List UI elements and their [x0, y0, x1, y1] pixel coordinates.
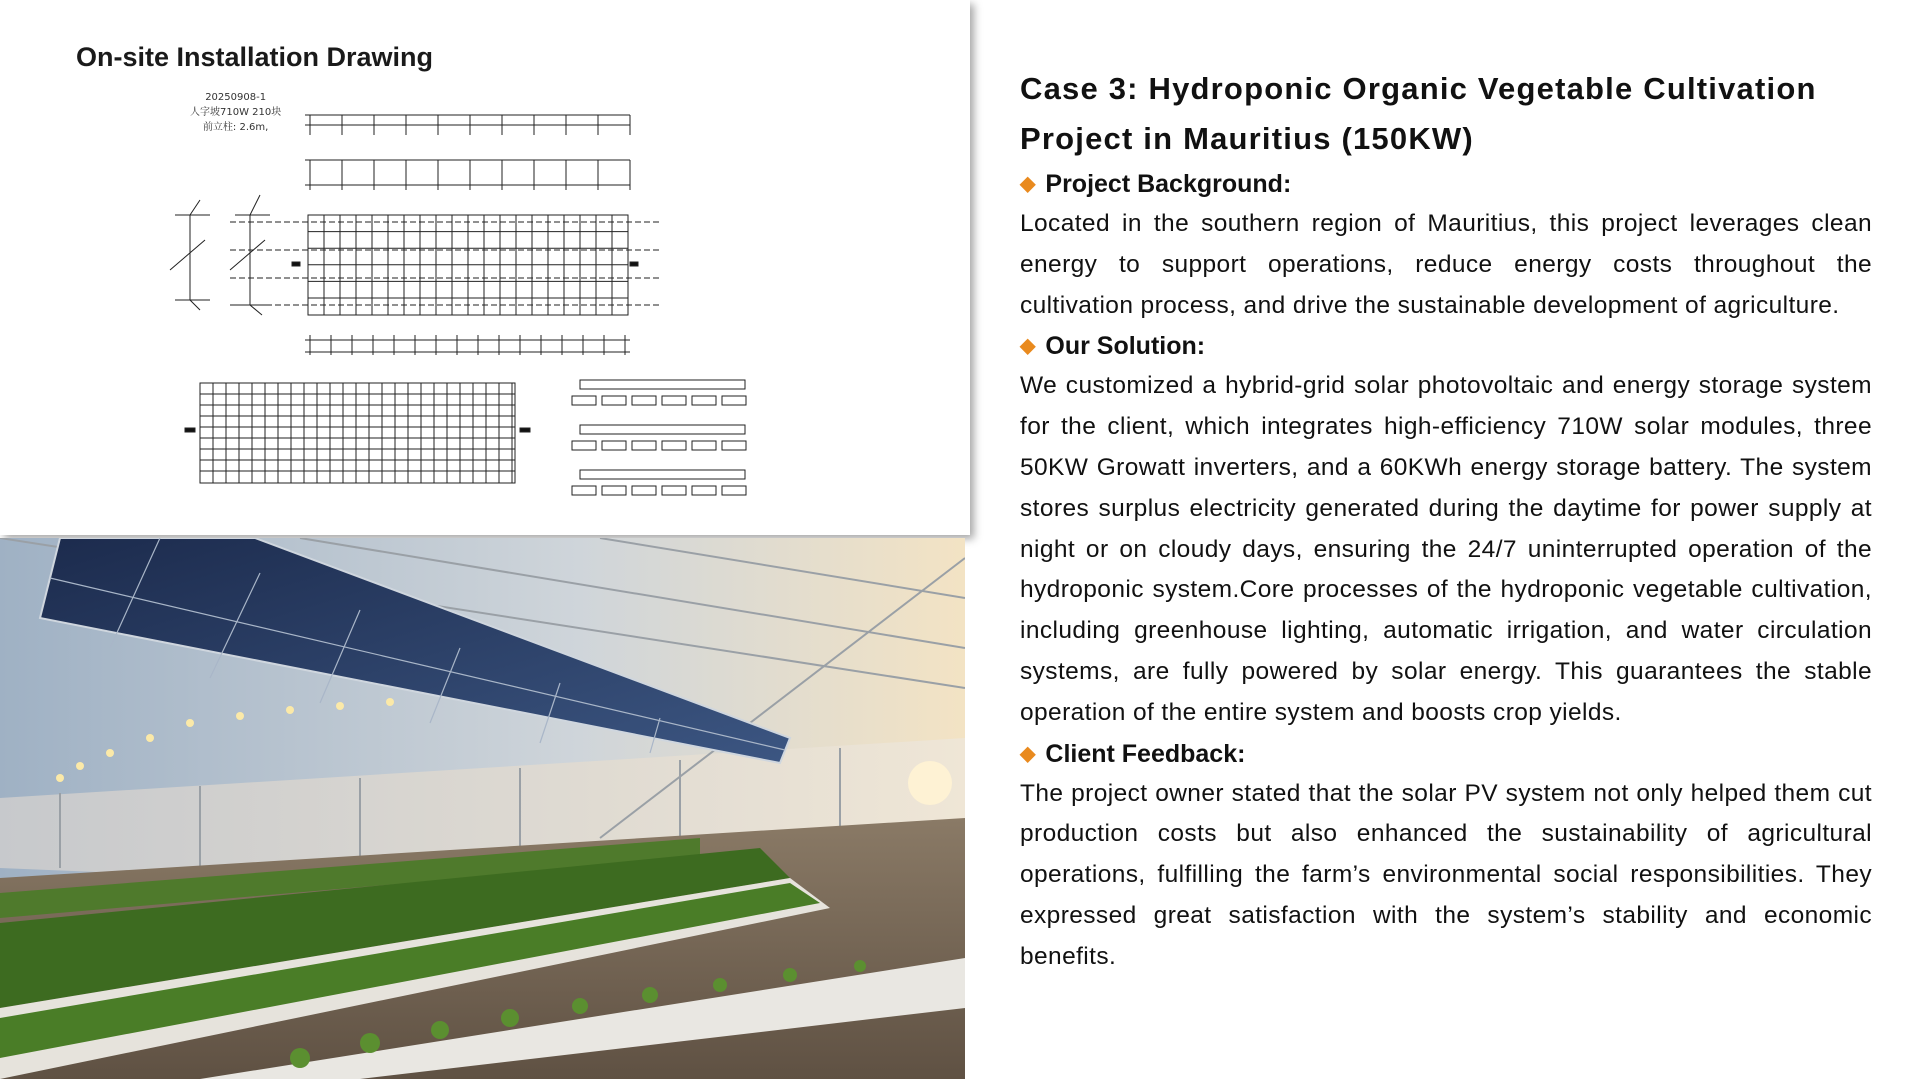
section-project-background	[1020, 164, 1872, 326]
section-client-feedback	[1020, 734, 1872, 978]
section-our-solution	[1020, 326, 1872, 733]
diamond-bullet-icon: ◆	[1020, 742, 1036, 765]
installation-drawing	[0, 0, 970, 535]
drawing-notes	[190, 90, 281, 135]
drawing-note: 人字坡710W 210块	[190, 107, 282, 118]
section-heading-text: Our Solution:	[1045, 332, 1206, 361]
drawing-note: 20250908-1	[205, 92, 267, 103]
greenhouse-photo	[0, 538, 965, 1079]
greenhouse-illustration	[0, 538, 965, 1079]
case-study-panel	[1020, 64, 1872, 978]
drawing-title: On-site Installation Drawing	[76, 42, 434, 72]
section-heading	[1020, 326, 1872, 366]
case-title-line-1: Case 3: Hydroponic Organic Vegetable Cultivation	[1020, 71, 1817, 106]
case-title	[1020, 64, 1872, 164]
section-heading-text: Project Background:	[1045, 170, 1292, 198]
section-body: Located in the southern region of Mauritius, this project leverages clean energy to support operations, reduce energy costs throughout the cultivation process, and drive the sustainable development of agriculture.	[1020, 210, 1872, 319]
diamond-bullet-icon: ◆	[1020, 335, 1036, 358]
diamond-bullet-icon: ◆	[1020, 173, 1036, 195]
section-heading	[1020, 164, 1872, 204]
section-heading	[1020, 734, 1872, 774]
section-heading-text: Client Feedback:	[1045, 739, 1246, 768]
installation-drawing-card	[0, 0, 970, 535]
drawing-note: 前立柱: 2.6m,	[202, 122, 269, 133]
section-body: We customized a hybrid-grid solar photovoltaic and energy storage system for the client, which integrates high-efficiency 710W solar modules, three 50KW Growatt inverters, and a 60KWh energy storage battery. The system stores surplus electricity generated during the daytime for power supply at night or on cloudy days, ensuring the 24/7 uninterrupted operation of the hydroponic system.Core processes of the hydroponic vegetable cultivation, including greenhouse lighting, automatic irrigation, and water circulation systems, are fully powered by solar energy. This guarantees the stable operation of the entire system and boosts crop yields.	[1020, 372, 1872, 726]
section-body: The project owner stated that the solar PV system not only helped them cut production costs but also enhanced the sustainability of agricultural operations, fulfilling the farm’s environmental social responsibilities. They expressed great satisfaction with the system’s stability and economic benefits.	[1020, 779, 1872, 970]
case-title-line-2: Project in Mauritius (150KW)	[1020, 121, 1474, 156]
